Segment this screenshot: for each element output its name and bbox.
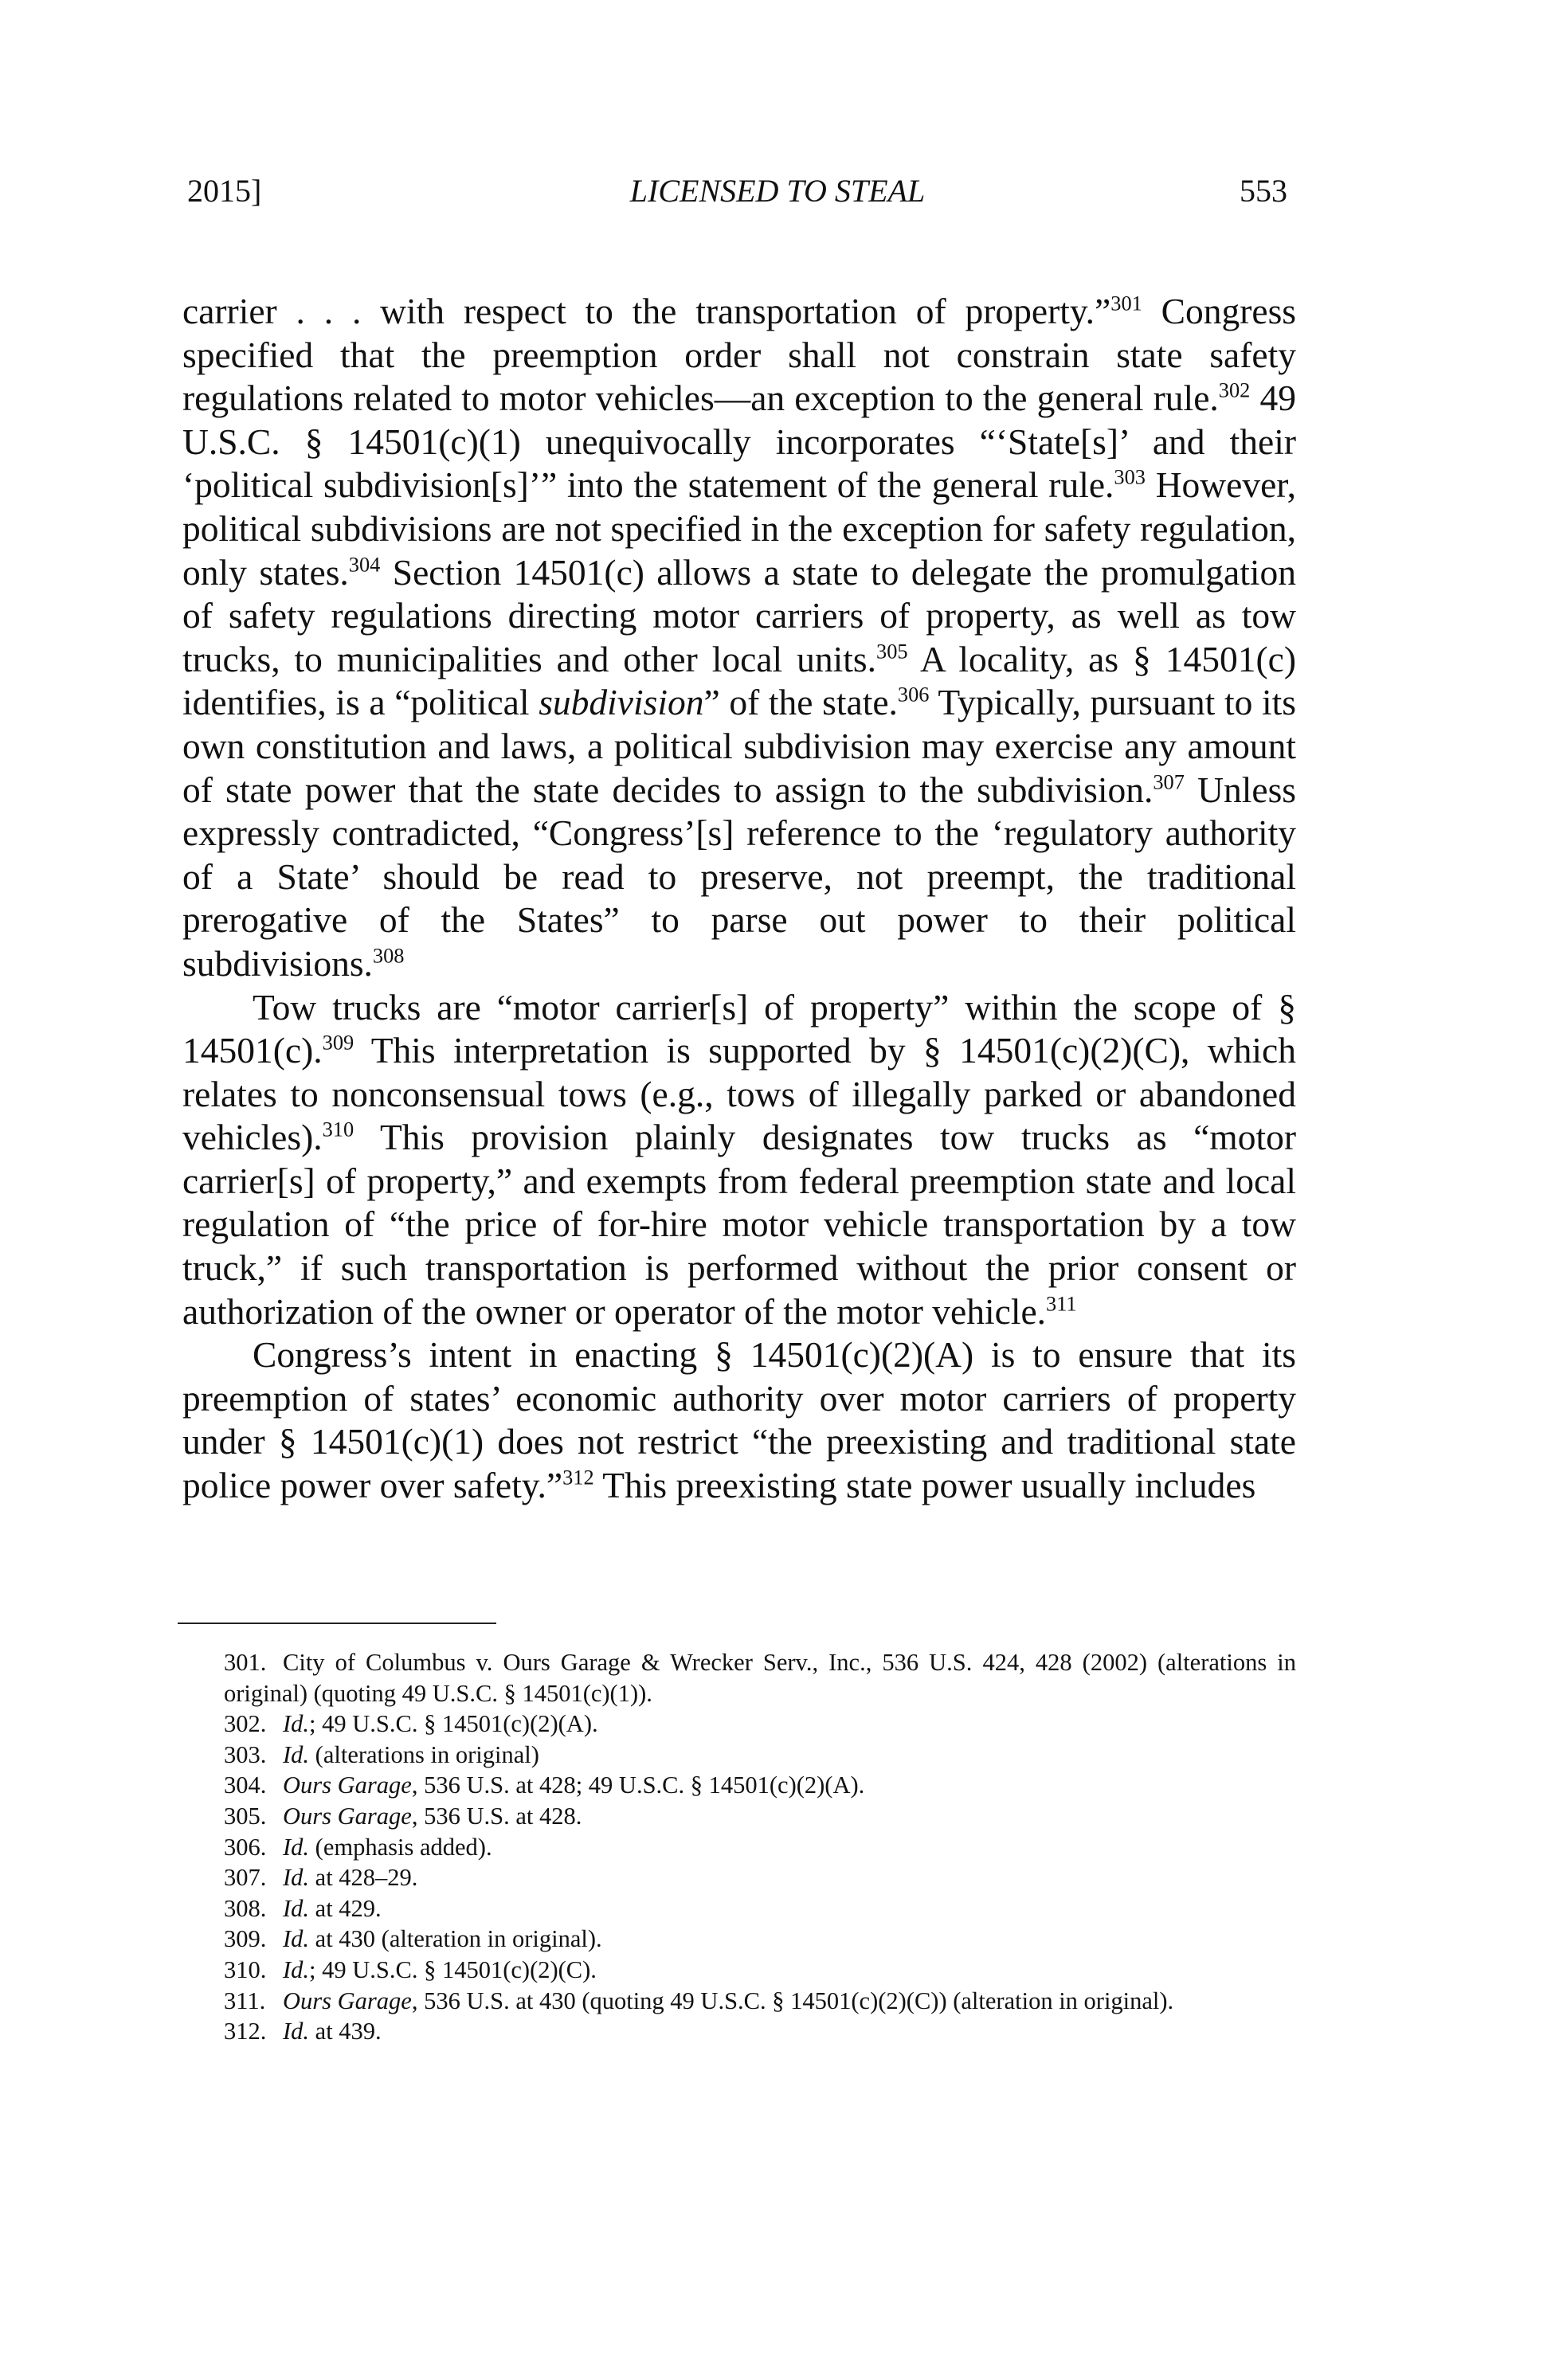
text-run: (emphasis added).: [309, 1833, 492, 1861]
paragraph-3: [182, 1333, 1296, 1507]
footnote: [178, 1709, 1296, 1740]
footnote-number: 307.: [224, 1864, 267, 1892]
footnote-text: [283, 1893, 1296, 1924]
footnote-number: 311.: [224, 1987, 266, 2014]
footnote-reference: 303: [1114, 465, 1146, 490]
footnote: [178, 2016, 1296, 2047]
footnote-text: [283, 1709, 1296, 1740]
italic-text: Ours Garage: [283, 1771, 412, 1799]
text-run: , 536 U.S. at 428; 49 U.S.C. § 14501(c)(2)(A).: [411, 1771, 865, 1799]
footnote-number: 309.: [224, 1925, 267, 1953]
footnote-text: [283, 1770, 1296, 1801]
footnote: [178, 1862, 1296, 1893]
body-text: [182, 290, 1296, 1508]
footnote-text: [224, 1649, 1296, 1707]
volume-year: 2015]: [187, 173, 262, 209]
text-run: ; 49 U.S.C. § 14501(c)(2)(A).: [309, 1710, 598, 1738]
text-run: ” of the state.: [703, 682, 898, 723]
text-run: ; 49 U.S.C. § 14501(c)(2)(C).: [309, 1955, 597, 1983]
footnote: [178, 1740, 1296, 1771]
footnote-text: [283, 1832, 1296, 1863]
text-run: (alterations in original): [309, 1740, 539, 1768]
footnote-number: 312.: [224, 2018, 267, 2045]
paragraph-1: [182, 290, 1296, 986]
footnote-reference: 312: [562, 1465, 594, 1489]
text-run: at 430 (alteration in original).: [309, 1925, 602, 1953]
text-run: A locality, as § 14501(c) identifies, is a “political: [182, 638, 1296, 723]
footnote: [178, 1770, 1296, 1801]
text-run: Section 14501(c) allows a state to delegate the promulgation of safety regulations directing motor carriers of property, as well as tow trucks, to municipalities and other local units.: [182, 551, 1296, 679]
footnote-number: 308.: [224, 1894, 267, 1922]
footnote-reference: 305: [876, 639, 908, 664]
footnote-reference: 311: [1046, 1291, 1077, 1316]
text-run: Congress specified that the preemption order shall not constrain state safety regulations related to motor vehicles—an exception to the general rule.: [182, 291, 1297, 419]
footnote: [178, 1893, 1296, 1924]
footnote-reference: 307: [1153, 769, 1185, 794]
footnote-text: [283, 1924, 1296, 1955]
page-number: 553: [1240, 173, 1287, 209]
footnote-text: [283, 2016, 1296, 2047]
text-run: , 536 U.S. at 430 (quoting 49 U.S.C. § 14501(c)(2)(C)) (alteration in original).: [411, 1987, 1174, 2014]
footnotes: [178, 1647, 1296, 2047]
footnote-number: 303.: [224, 1740, 267, 1768]
footnote-reference: 310: [322, 1117, 354, 1141]
text-run: However, political subdivisions are not specified in the exception for safety regulation, only states.: [182, 464, 1296, 593]
text-run: Unless expressly contradicted, “Congress’[s] reference to the ‘regulatory authority of a State’ should be read to preserve, not preempt, the traditional prerogative of the States” to parse out power to their political subdivisions.: [182, 769, 1296, 984]
text-run: at 428–29.: [309, 1864, 418, 1892]
running-title: LICENSED TO STEAL: [629, 173, 926, 209]
footnote-number: 302.: [224, 1710, 267, 1738]
footnote-text: [283, 1862, 1296, 1893]
footnote-reference: 302: [1218, 378, 1251, 402]
text-run: Typically, pursuant to its own constitution and laws, a political subdivision may exercise any amount of state power that the state decides to assign to the subdivision.: [182, 682, 1296, 810]
footnote-number: 306.: [224, 1833, 267, 1861]
footnote-reference: 308: [372, 943, 405, 968]
footnote: [178, 1924, 1296, 1955]
italic-text: Id.: [283, 1894, 310, 1922]
text-run: City of Columbus v. Ours Garage & Wrecker Serv., Inc., 536 U.S. 424, 428 (2002) (alterations in original) (quoting 49 U.S.C. § 14501(c)(1)).: [224, 1649, 1296, 1707]
footnote-reference: 304: [348, 552, 381, 577]
footnote: [178, 1801, 1296, 1832]
footnote-reference: 301: [1110, 291, 1142, 315]
footnote-divider: [178, 1623, 496, 1624]
italic-text: Id.: [283, 1925, 310, 1953]
paragraph-2: [182, 986, 1296, 1334]
footnote-text: [283, 1801, 1296, 1832]
italic-text: Id.: [283, 1740, 310, 1768]
italic-text: Id.: [283, 1864, 310, 1892]
text-run: This provision plainly designates tow trucks as “motor carrier[s] of property,” and exempts from federal preemption state and local regulation of “the price of for-hire motor vehicle transportation by a tow truck,” if such transportation is performed without the prior consent or authorization of the owner or operator of the motor vehicle.: [182, 1117, 1296, 1332]
footnote-number: 301.: [224, 1649, 267, 1676]
footnote-reference: 309: [322, 1030, 354, 1055]
text-run: , 536 U.S. at 428.: [411, 1802, 582, 1830]
running-head: [0, 170, 1555, 212]
footnote-text: [283, 1955, 1296, 1986]
footnote: [178, 1955, 1296, 1986]
footnote-reference: 306: [897, 682, 930, 707]
footnote-number: 304.: [224, 1771, 267, 1799]
text-run: Congress’s intent in enacting § 14501(c)(2)(A) is to ensure that its preemption of states’ economic authority over motor carriers of property under § 14501(c)(1) does not restrict “the preexisting and traditional state police power over safety.”: [182, 1334, 1296, 1506]
italic-text: Ours Garage: [283, 1802, 412, 1830]
italic-text: Id.: [283, 1955, 310, 1983]
footnote-text: [283, 1740, 1296, 1771]
text-run: 49 U.S.C. § 14501(c)(1) unequivocally incorporates “‘State[s]’ and their ‘political subdivision[s]’” into the statement of the general rule.: [182, 378, 1296, 506]
italic-text: Ours Garage: [283, 1987, 412, 2014]
italic-text: Id.: [283, 1710, 310, 1738]
text-run: carrier . . . with respect to the transportation of property.”: [182, 291, 1111, 331]
italic-text: Id.: [283, 1833, 310, 1861]
footnote: [178, 1647, 1296, 1709]
text-run: This interpretation is supported by § 14501(c)(2)(C), which relates to nonconsensual tows (e.g., tows of illegally parked or abandoned vehicles).: [182, 1030, 1296, 1158]
footnote-text: [283, 1987, 1173, 2014]
footnote-number: 305.: [224, 1802, 267, 1830]
footnote: [178, 1832, 1296, 1863]
footnote: [178, 1986, 1296, 2017]
footnote-number: 310.: [224, 1955, 267, 1983]
text-run: This preexisting state power usually includes: [593, 1465, 1256, 1506]
text-run: at 429.: [309, 1894, 382, 1922]
italic-text: Id.: [283, 2018, 310, 2045]
text-run: Tow trucks are “motor carrier[s] of property” within the scope of § 14501(c).: [182, 986, 1296, 1071]
text-run: at 439.: [309, 2018, 382, 2045]
italic-text: subdivision: [539, 682, 704, 723]
